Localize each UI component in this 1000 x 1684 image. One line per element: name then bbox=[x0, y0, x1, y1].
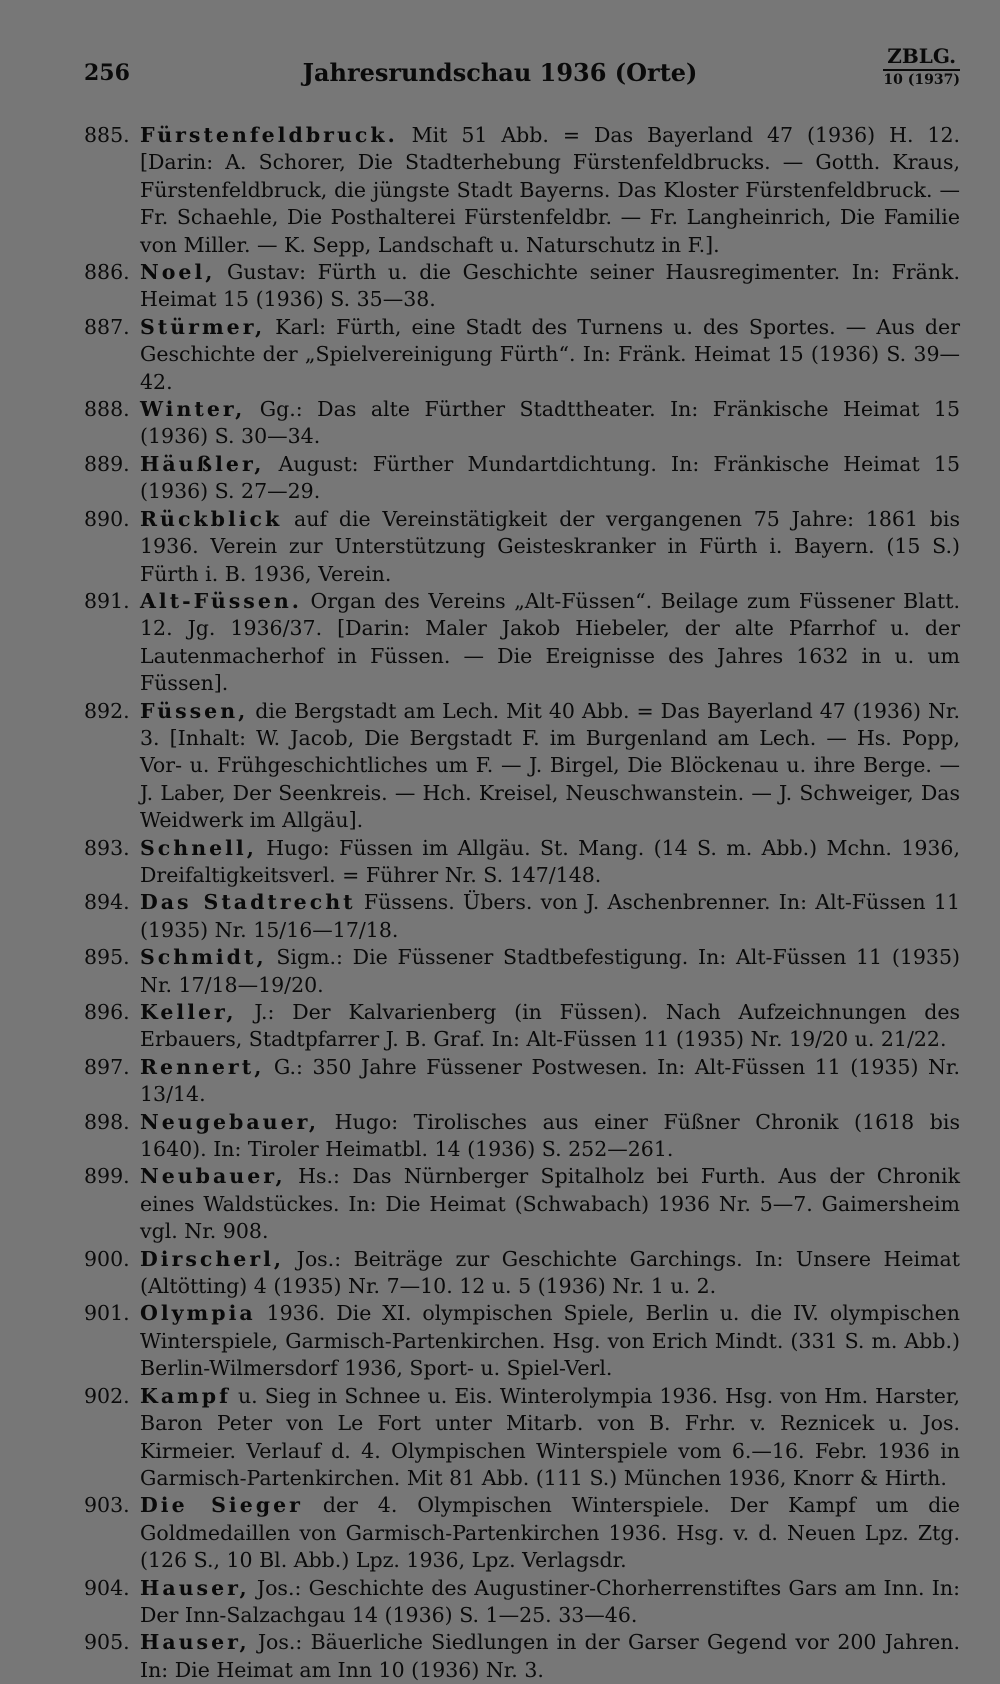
entry-author: Die Sieger bbox=[140, 1493, 303, 1518]
bibliography-entry bbox=[84, 1109, 960, 1164]
entry-number: 891. bbox=[84, 588, 130, 613]
entry-number: 897. bbox=[84, 1054, 130, 1079]
bibliography-entry bbox=[84, 314, 960, 396]
bibliography-entry bbox=[84, 1492, 960, 1574]
bibliography-entry bbox=[84, 1629, 960, 1684]
entry-author: Schnell, bbox=[140, 835, 257, 860]
journal-reference bbox=[883, 45, 960, 88]
bibliography-entry bbox=[84, 1300, 960, 1382]
entry-number: 886. bbox=[84, 260, 130, 285]
bibliography-entry bbox=[84, 698, 960, 835]
bibliography-list bbox=[84, 122, 960, 1684]
entry-number: 905. bbox=[84, 1630, 130, 1655]
entry-text: u. Sieg in Schnee u. Eis. Winterolympia 1936. Hsg. von Hm. Harster, Baron Peter von Le Fort unter Mitarb. von B. Frhr. v. Reznicek u. Jos. Kirmeier. Verlauf d. 4. Olympischen Winterspiele vom 6.—16. Febr. 1936 in Garmisch-Partenkirchen. Mit 81 Abb. (111 S.) München 1936, Knorr & Hirth. bbox=[140, 1383, 960, 1490]
entry-author: Rennert, bbox=[140, 1054, 265, 1079]
entry-text: auf die Vereinstätigkeit der vergangenen 75 Jahre: 1861 bis 1936. Verein zur Unterstützung Geisteskranker in Fürth i. Bayern. (15 S.) Fürth i. B. 1936, Verein. bbox=[140, 506, 960, 586]
entry-text: J.: Der Kalvarienberg (in Füssen). Nach Aufzeichnungen des Erbauers, Stadtpfarrer J. B. Graf. In: Alt-Füssen 11 (1935) Nr. 19/20 u. 21/22. bbox=[140, 1000, 960, 1052]
entry-number: 902. bbox=[84, 1383, 130, 1408]
entry-text: Karl: Fürth, eine Stadt des Turnens u. des Sportes. — Aus der Geschichte der „Spielvereinigung Fürth“. In: Fränk. Heimat 15 (1936) S. 39—42. bbox=[140, 314, 960, 394]
bibliography-entry bbox=[84, 835, 960, 890]
entry-number: 890. bbox=[84, 506, 130, 531]
bibliography-entry bbox=[84, 588, 960, 698]
entry-number: 899. bbox=[84, 1164, 130, 1189]
entry-author: Fürstenfeldbruck. bbox=[140, 123, 398, 147]
entry-number: 894. bbox=[84, 890, 130, 915]
entry-author: Neugebauer, bbox=[140, 1109, 320, 1134]
entry-number: 887. bbox=[84, 314, 130, 339]
entry-author: Kampf bbox=[140, 1383, 231, 1408]
bibliography-entry bbox=[84, 1383, 960, 1493]
entry-author: Schmidt, bbox=[140, 945, 267, 970]
entry-text: Sigm.: Die Füssener Stadtbefestigung. In: Alt-Füssen 11 (1935) Nr. 17/18—19/20. bbox=[140, 945, 960, 997]
entry-text: Jos.: Bäuerliche Siedlungen in der Garser Gegend vor 200 Jahren. In: Die Heimat am Inn 10 (1936) Nr. 3. bbox=[140, 1630, 960, 1682]
entry-author: Das Stadtrecht bbox=[140, 890, 356, 915]
entry-text: 1936. Die XI. olympischen Spiele, Berlin u. die IV. olympischen Winterspiele, Garmisch-Partenkirchen. Hsg. von Erich Mindt. (331 S. m. Abb.) Berlin-Wilmersdorf 1936, Sport- u. Spiel-Verl. bbox=[140, 1301, 960, 1381]
entry-number: 893. bbox=[84, 835, 130, 860]
entry-text: Gg.: Das alte Fürther Stadttheater. In: Fränkische Heimat 15 (1936) S. 30—34. bbox=[140, 397, 960, 449]
entry-text: der 4. Olympischen Winterspiele. Der Kampf um die Goldmedaillen von Garmisch-Partenkirchen 1936. Hsg. v. d. Neuen Lpz. Ztg. (126 S., 10 Bl. Abb.) Lpz. 1936, Lpz. Verlagsdr. bbox=[140, 1493, 960, 1573]
entry-author: Stürmer, bbox=[140, 314, 266, 339]
entry-text: Hugo: Tirolisches aus einer Füßner Chronik (1618 bis 1640). In: Tiroler Heimatbl. 14 (1936) S. 252—261. bbox=[140, 1109, 960, 1162]
entry-author: Dirscherl, bbox=[140, 1246, 285, 1271]
journal-volume: 10 (1937) bbox=[883, 72, 960, 88]
bibliography-entry bbox=[84, 122, 960, 259]
bibliography-entry bbox=[84, 396, 960, 451]
entry-number: 898. bbox=[84, 1109, 130, 1134]
bibliography-entry bbox=[84, 1246, 960, 1301]
bibliography-entry bbox=[84, 451, 960, 506]
entry-author: Alt-Füssen. bbox=[140, 588, 302, 613]
entry-number: 892. bbox=[84, 698, 130, 723]
entry-text: Hugo: Füssen im Allgäu. St. Mang. (14 S. m. Abb.) Mchn. 1936, Dreifaltigkeitsverl. = Führer Nr. S. 147/148. bbox=[140, 835, 960, 887]
entry-text: Mit 51 Abb. = Das Bayerland 47 (1936) H. 12. [Darin: A. Schorer, Die Stadterhebung Fürstenfeldbrucks. — Gotth. Kraus, Fürstenfeldbruck, die jüngste Stadt Bayerns. Das Kloster Fürstenfeldbruck. — Fr. Schaehle, Die Posthalterei Fürstenfeldbr. — Fr. Langheinrich, Die Familie von Miller. — K. Sepp, Landschaft u. Naturschutz in F.]. bbox=[140, 123, 960, 257]
entry-number: 885. bbox=[84, 123, 130, 147]
bibliography-entry bbox=[84, 944, 960, 999]
bibliography-entry bbox=[84, 1054, 960, 1109]
entry-text: Jos.: Beiträge zur Geschichte Garchings. In: Unsere Heimat (Altötting) 4 (1935) Nr. 7—10. 12 u. 5 (1936) Nr. 1 u. 2. bbox=[140, 1246, 960, 1299]
entry-author: Hauser, bbox=[140, 1630, 250, 1655]
entry-author: Hauser, bbox=[140, 1575, 250, 1600]
entry-author: Rückblick bbox=[140, 506, 283, 531]
entry-number: 900. bbox=[84, 1246, 130, 1271]
entry-number: 903. bbox=[84, 1493, 130, 1518]
entry-text: Hs.: Das Nürnberger Spitalholz bei Furth. Aus der Chronik eines Waldstückes. In: Die Heimat (Schwabach) 1936 Nr. 5—7. Gaimersheim vgl. Nr. 908. bbox=[140, 1164, 960, 1244]
page-number: 256 bbox=[84, 60, 130, 86]
bibliography-entry bbox=[84, 259, 960, 314]
entry-author: Winter, bbox=[140, 397, 246, 422]
journal-code: ZBLG. bbox=[883, 45, 960, 71]
bibliography-entry bbox=[84, 1575, 960, 1630]
entry-author: Keller, bbox=[140, 1000, 237, 1024]
entry-number: 889. bbox=[84, 451, 130, 476]
entry-number: 888. bbox=[84, 397, 130, 422]
entry-author: Noel, bbox=[140, 260, 216, 285]
entry-number: 904. bbox=[84, 1575, 130, 1600]
running-title: Jahresrundschau 1936 (Orte) bbox=[302, 58, 698, 87]
bibliography-entry bbox=[84, 889, 960, 944]
entry-author: Olympia bbox=[140, 1301, 256, 1326]
entry-number: 896. bbox=[84, 1000, 130, 1024]
entry-number: 901. bbox=[84, 1301, 130, 1326]
entry-author: Neubauer, bbox=[140, 1164, 286, 1189]
bibliography-entry bbox=[84, 1163, 960, 1245]
entry-text: Jos.: Geschichte des Augustiner-Chorherrenstiftes Gars am Inn. In: Der Inn-Salzachgau 14 (1936) S. 1—25. 33—46. bbox=[140, 1575, 960, 1627]
entry-text: Organ des Vereins „Alt-Füssen“. Beilage zum Füssener Blatt. 12. Jg. 1936/37. [Darin: Maler Jakob Hiebeler, der alte Pfarrhof u. der Lautenmacherhof in Füssen. — Die Ereignisse des Jahres 1632 in u. um Füssen]. bbox=[140, 588, 960, 696]
entry-text: August: Fürther Mundartdichtung. In: Fränkische Heimat 15 (1936) S. 27—29. bbox=[140, 451, 960, 504]
entry-text: G.: 350 Jahre Füssener Postwesen. In: Alt-Füssen 11 (1935) Nr. 13/14. bbox=[140, 1054, 960, 1107]
entry-text: die Bergstadt am Lech. Mit 40 Abb. = Das Bayerland 47 (1936) Nr. 3. [Inhalt: W. Jacob, Die Bergstadt F. im Burgenland am Lech. — Hs. Popp, Vor- u. Frühgeschichtliches um F. — J. Birgel, Die Blöckenau u. ihre Berge. — J. Laber, Der Seenkreis. — Hch. Kreisel, Neuschwanstein. — J. Schweiger, Das Weidwerk im Allgäu]. bbox=[140, 698, 960, 833]
entry-number: 895. bbox=[84, 945, 130, 970]
bibliography-entry bbox=[84, 999, 960, 1054]
entry-text: Gustav: Fürth u. die Geschichte seiner Hausregimenter. In: Fränk. Heimat 15 (1936) S. 35—38. bbox=[140, 260, 960, 312]
entry-author: Füssen, bbox=[140, 698, 249, 723]
entry-text: Füssens. Übers. von J. Aschenbrenner. In: Alt-Füssen 11 (1935) Nr. 15/16—17/18. bbox=[140, 890, 960, 942]
bibliography-entry bbox=[84, 506, 960, 588]
entry-author: Häußler, bbox=[140, 451, 265, 476]
